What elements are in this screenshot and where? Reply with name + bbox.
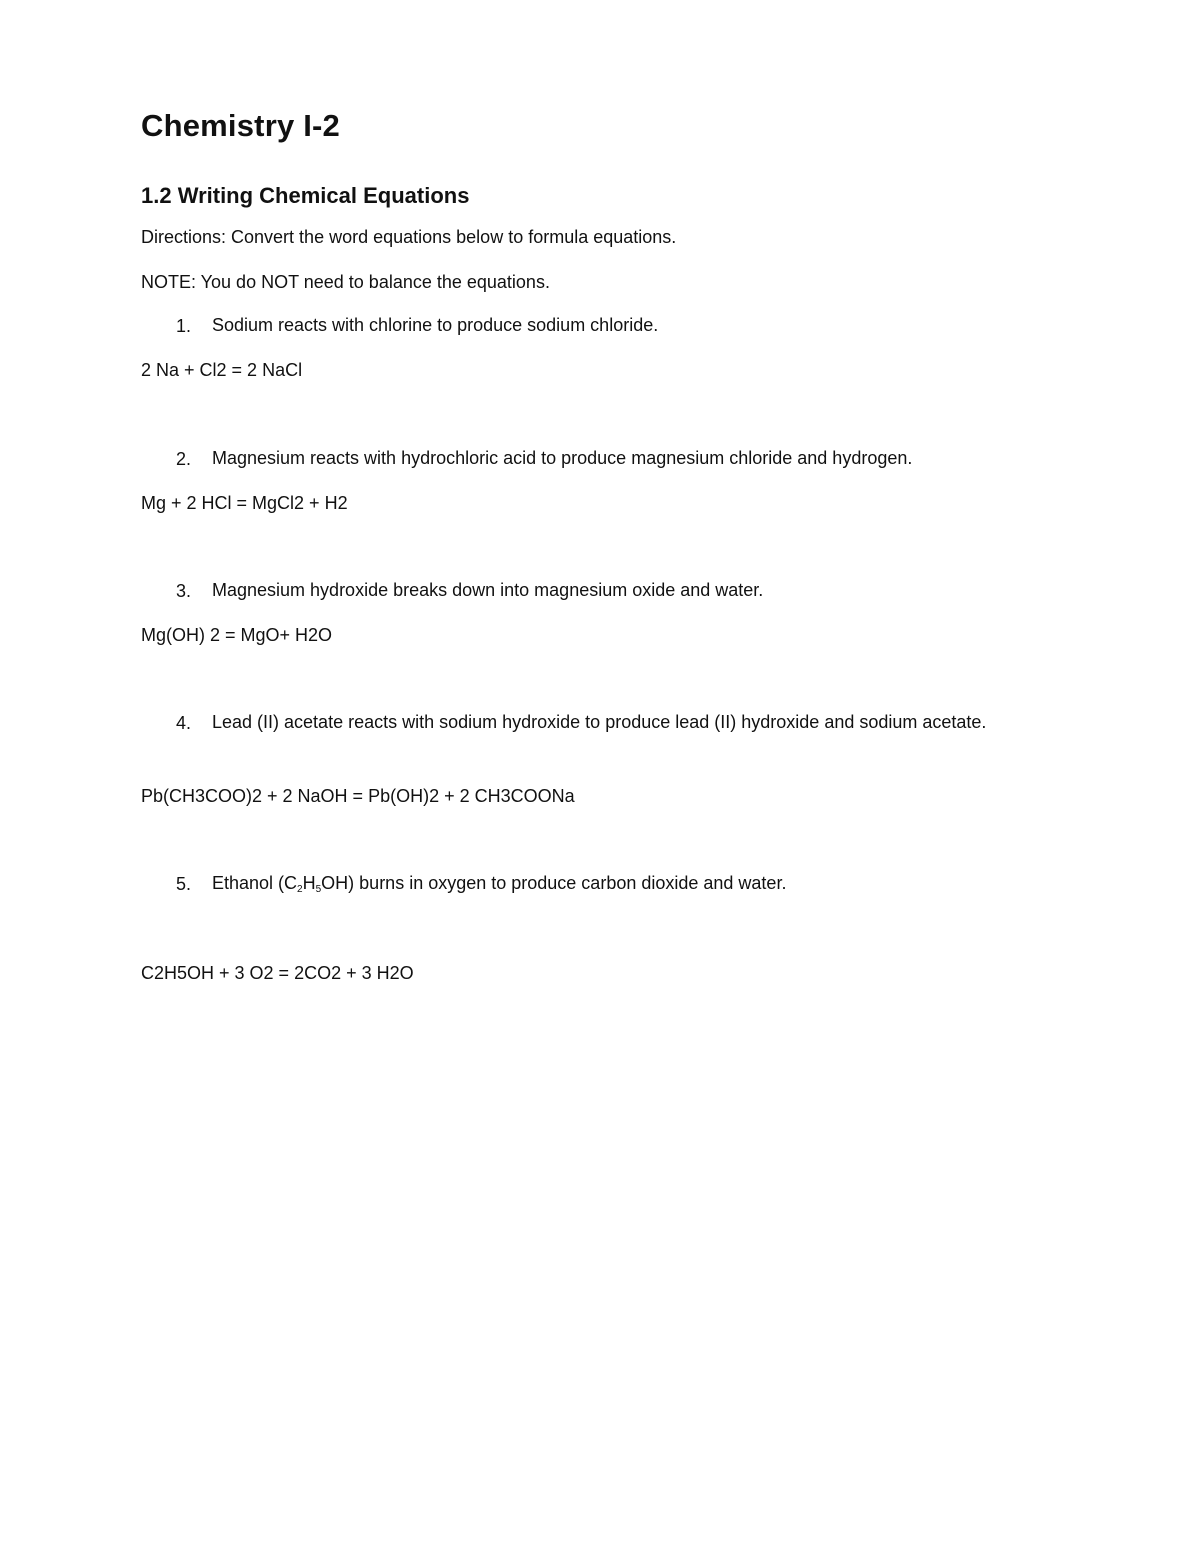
question-text: Lead (II) acetate reacts with sodium hydroxide to produce lead (II) hydroxide and sodium acetate. [212,712,987,732]
question-text: Ethanol $(C_2H_5OH)$ burns in oxygen to produce carbon dioxide and water. [212,873,787,895]
answer-equation: Pb(CH3COO)2 + 2 NaOH = Pb(OH)2 + 2 CH3COONa [141,786,575,806]
answer-equation: Mg + 2 HCl = MgCl2 + H2 [141,493,348,513]
question-text: Magnesium hydroxide breaks down into magnesium oxide and water. [212,580,764,600]
question-number: 3. [176,581,192,601]
subscript: 5 [315,884,322,895]
question-number: 2. [176,449,192,469]
question-number: 5. [176,874,192,894]
question-text: Sodium reacts with chlorine to produce sodium chloride. [212,315,659,335]
directions-text: Directions: Convert the word equations below to formula equations. [141,227,677,247]
answer-equation: C2H5OH + 3 O2 = 2CO2 + 3 H2O [141,963,414,983]
section-heading: 1.2 Writing Chemical Equations [141,183,470,208]
question-number: 4. [176,713,192,733]
question-text: Magnesium reacts with hydrochloric acid to produce magnesium chloride and hydrogen. [212,448,913,468]
question-number: 1. [176,316,192,336]
subscript: 2 [297,884,303,895]
document-title: Chemistry I-2 [141,108,340,143]
answer-equation: 2 Na + Cl2 = 2 NaCl [141,360,303,380]
answer-equation: Mg(OH) 2 = MgO+ H2O [141,625,333,645]
note-text: NOTE: You do NOT need to balance the equations. [141,272,550,292]
